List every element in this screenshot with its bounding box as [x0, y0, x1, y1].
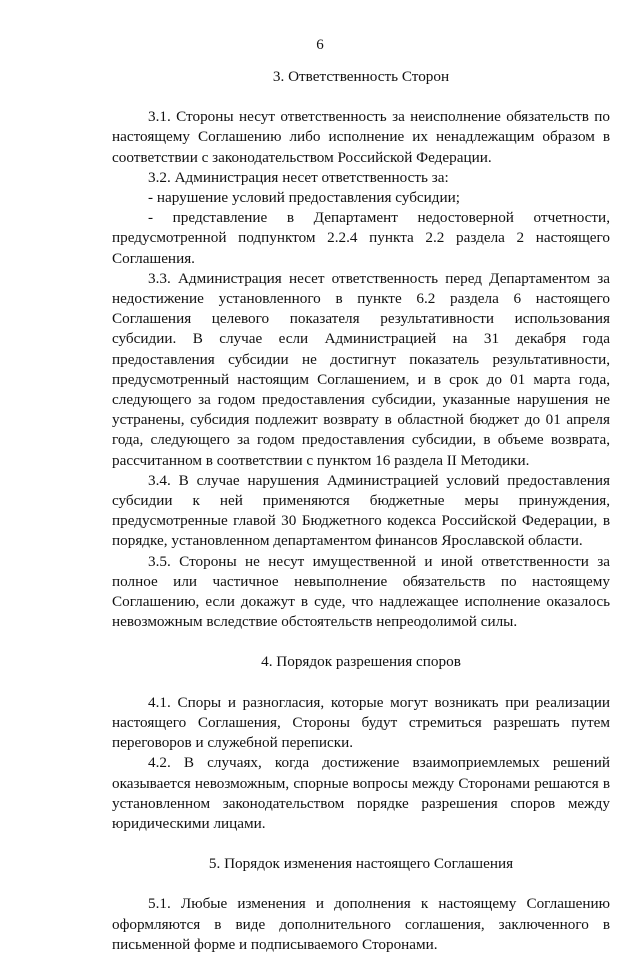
paragraph-4-1: 4.1. Споры и разногласия, которые могут возникать при реализации настоящего Соглашения, Стороны будут стремиться разрешать путем переговоров и служебной переписки.: [112, 693, 610, 752]
paragraph-3-5: 3.5. Стороны не несут имущественной и иной ответственности за полное или частичное невыполнение обязательств по настоящему Соглашению, если докажут в суде, что надлежащее исполнение оказалось невозможным вследствие обстоятельств непреодолимой силы.: [112, 552, 610, 631]
paragraph-3-3: 3.3. Администрация несет ответственность перед Департаментом за недостижение установленного в пункте 6.2 раздела 6 настоящего Соглашения целевого показателя результативности использования субсидии. В случае если Администрацией на 31 декабря года предоставления субсидии не достигнут показатель результативности, предусмотренный настоящим Соглашением, и в срок до 01 марта года, следующего за годом предоставления субсидии, указанные нарушения не устранены, субсидия подлежит возврату в областной бюджет до 01 апреля года, следующего за годом предоставления субсидии, в объеме возврата, рассчитанном в соответствии с пунктом 16 раздела II Методики.: [112, 269, 610, 469]
paragraph-4-2: 4.2. В случаях, когда достижение взаимоприемлемых решений оказывается невозможным, спорные вопросы между Сторонами решаются в установленном законодательством порядке разрешения споров между юридическими лицами.: [112, 754, 610, 832]
paragraph-3-2-item-1: - нарушение условий предоставления субсидии;: [148, 189, 460, 207]
paragraph-3-4: 3.4. В случае нарушения Администрацией условий предоставления субсидии к ней применяются бюджетные меры принуждения, предусмотренные главой 30 Бюджетного кодекса Российской Федерации, в порядке, установленном департаментом финансов Ярославской области.: [112, 471, 610, 550]
paragraph-3-2-item-2: - представление в Департамент недостоверной отчетности, предусмотренной подпунктом 2.2.4 пункта 2.2 раздела 2 настоящего Соглашения.: [112, 209, 610, 267]
section-spacer: [112, 632, 610, 652]
document-body: [112, 67, 610, 955]
page-number: 6: [316, 37, 324, 53]
paragraph-3-1: 3.1. Стороны несут ответственность за неисполнение обязательств по настоящему Соглашению либо исполнение их ненадлежащим образом в соответствии с законодательством Российской Федерации.: [112, 108, 610, 166]
paragraph-3-2: 3.2. Администрация несет ответственность за:: [148, 168, 449, 186]
section-responsibility: [112, 67, 610, 632]
section-title: 5. Порядок изменения настоящего Соглашения: [208, 855, 514, 873]
section-disputes: [112, 652, 610, 834]
section-title: 3. Ответственность Сторон: [272, 68, 450, 85]
paragraph-5-1: 5.1. Любые изменения и дополнения к настоящему Соглашению оформляются в виде дополнительного соглашения, заключенного в письменной форме и подписываемого Сторонами.: [112, 895, 610, 953]
section-title: 4. Порядок разрешения споров: [261, 653, 461, 671]
section-spacer: [112, 834, 610, 854]
